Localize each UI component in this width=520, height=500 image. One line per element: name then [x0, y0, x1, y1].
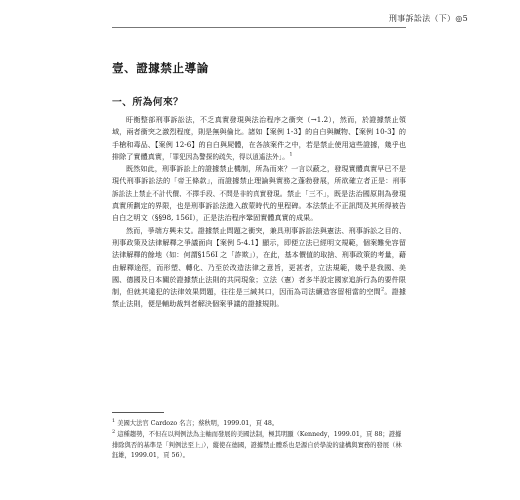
paragraph-text: 盱衡整部刑事訴訟法，不乏真實發現與法治程序之衝突（→1.2），然而，於證據禁止領域，兩者衝突之激烈程度，則是無與倫比。諸如【案例 1-3】的自白與贓物、【案例 10-3】的手槍和毒品、【案例 12-6】的自白與屍體，在各該案件之中，若是禁止使用這些證據，幾乎也排除了實體真實， [112, 115, 406, 161]
section-title: 壹、證據禁止導論 [112, 61, 209, 75]
emphasized-quote: 「罪犯因為警探的疏失，得以逍遙法外」 [169, 152, 283, 161]
paragraph-text: 。禁止「三不」，既是法治國原則為發現真實所劃定的界限，也是刑事訴訟法進入啟蒙時代的里程碑。本法禁止不正訊問及其所得被告自白之明文（§§98, 156I），正是法治程序鞏固實體真實的成果。 [112, 188, 406, 223]
footnote-number: 1 [112, 417, 116, 424]
paragraph-text: 然而，爭端方興未艾。證據禁止問題之衝突，兼具刑事訴訟法與憲法、刑事訴訟之目的、刑事政策及法律解釋之爭議面向【案例 5-4.1】顯示，即便立法已經明文規範，個案難免容留法律解釋的餘地（如：何謂§156I 之「詐欺」），在此，基本價值的取捨、刑事政策的考量，藉由解釋途徑，而形塑、轉化、乃至於改造法律之意旨，更甚者，立法規範，幾乎是我國、美國、德國及日本關於證據禁止法則的共同現象；立法（憲）者多半設定國家追訴行為的要件限制，但就其違犯的法律效果問題，往往是三緘其口，因而為司法續造容留相當的空間 [112, 225, 406, 297]
footnote-2 [112, 430, 406, 462]
footnote-text: 美國大法官 Cardozo 名言；蔡秋明，1999.01，頁 48。 [117, 420, 279, 427]
paragraph-2 [112, 163, 406, 224]
footnote-rule [112, 412, 164, 413]
paragraph-text: 。 [282, 151, 290, 161]
footnotes [112, 419, 406, 462]
body-text [112, 114, 406, 311]
paragraph-text: 。證據禁止法則，便是輔助裁判者解決個案爭議的證據規則。 [112, 287, 406, 309]
header-rule [112, 27, 406, 28]
footnote-text: 這種趨勢，不但在以判例法為主軸而發展的美國法制，極其明顯（Kennedy，1999.01，頁 88；證據排除與否的基準是「判例法至上」），縱使在德國，證據禁止體系也是源自於學說的建構與實務的發展（林鈺雄，1999.01，頁 56）。 [112, 430, 402, 460]
paragraph-text: 既然如此，刑事訴訟上的證據禁止機制，所為而來？一言以蔽之，發現實體真實早已不是現代刑事訴訟法的「帝王條款」，而證據禁止理論與實務之蓬勃發展，所欲確立者正是： [112, 164, 406, 186]
footnote-1 [112, 419, 406, 430]
emphasized-passage: 刑事訴訟法上禁止不計代價、不擇手段、不問是非的真實發現 [112, 177, 406, 198]
subsection-title: 一、所為何來？ [112, 97, 184, 108]
footnote-marker[interactable]: 1 [289, 151, 293, 158]
paragraph-3 [112, 225, 406, 311]
running-header: 刑事訴訟法（下）◎5 [388, 14, 468, 23]
paragraph-1 [112, 114, 406, 163]
footnote-marker[interactable]: 2 [380, 286, 385, 293]
footnote-number: 2 [112, 428, 116, 435]
